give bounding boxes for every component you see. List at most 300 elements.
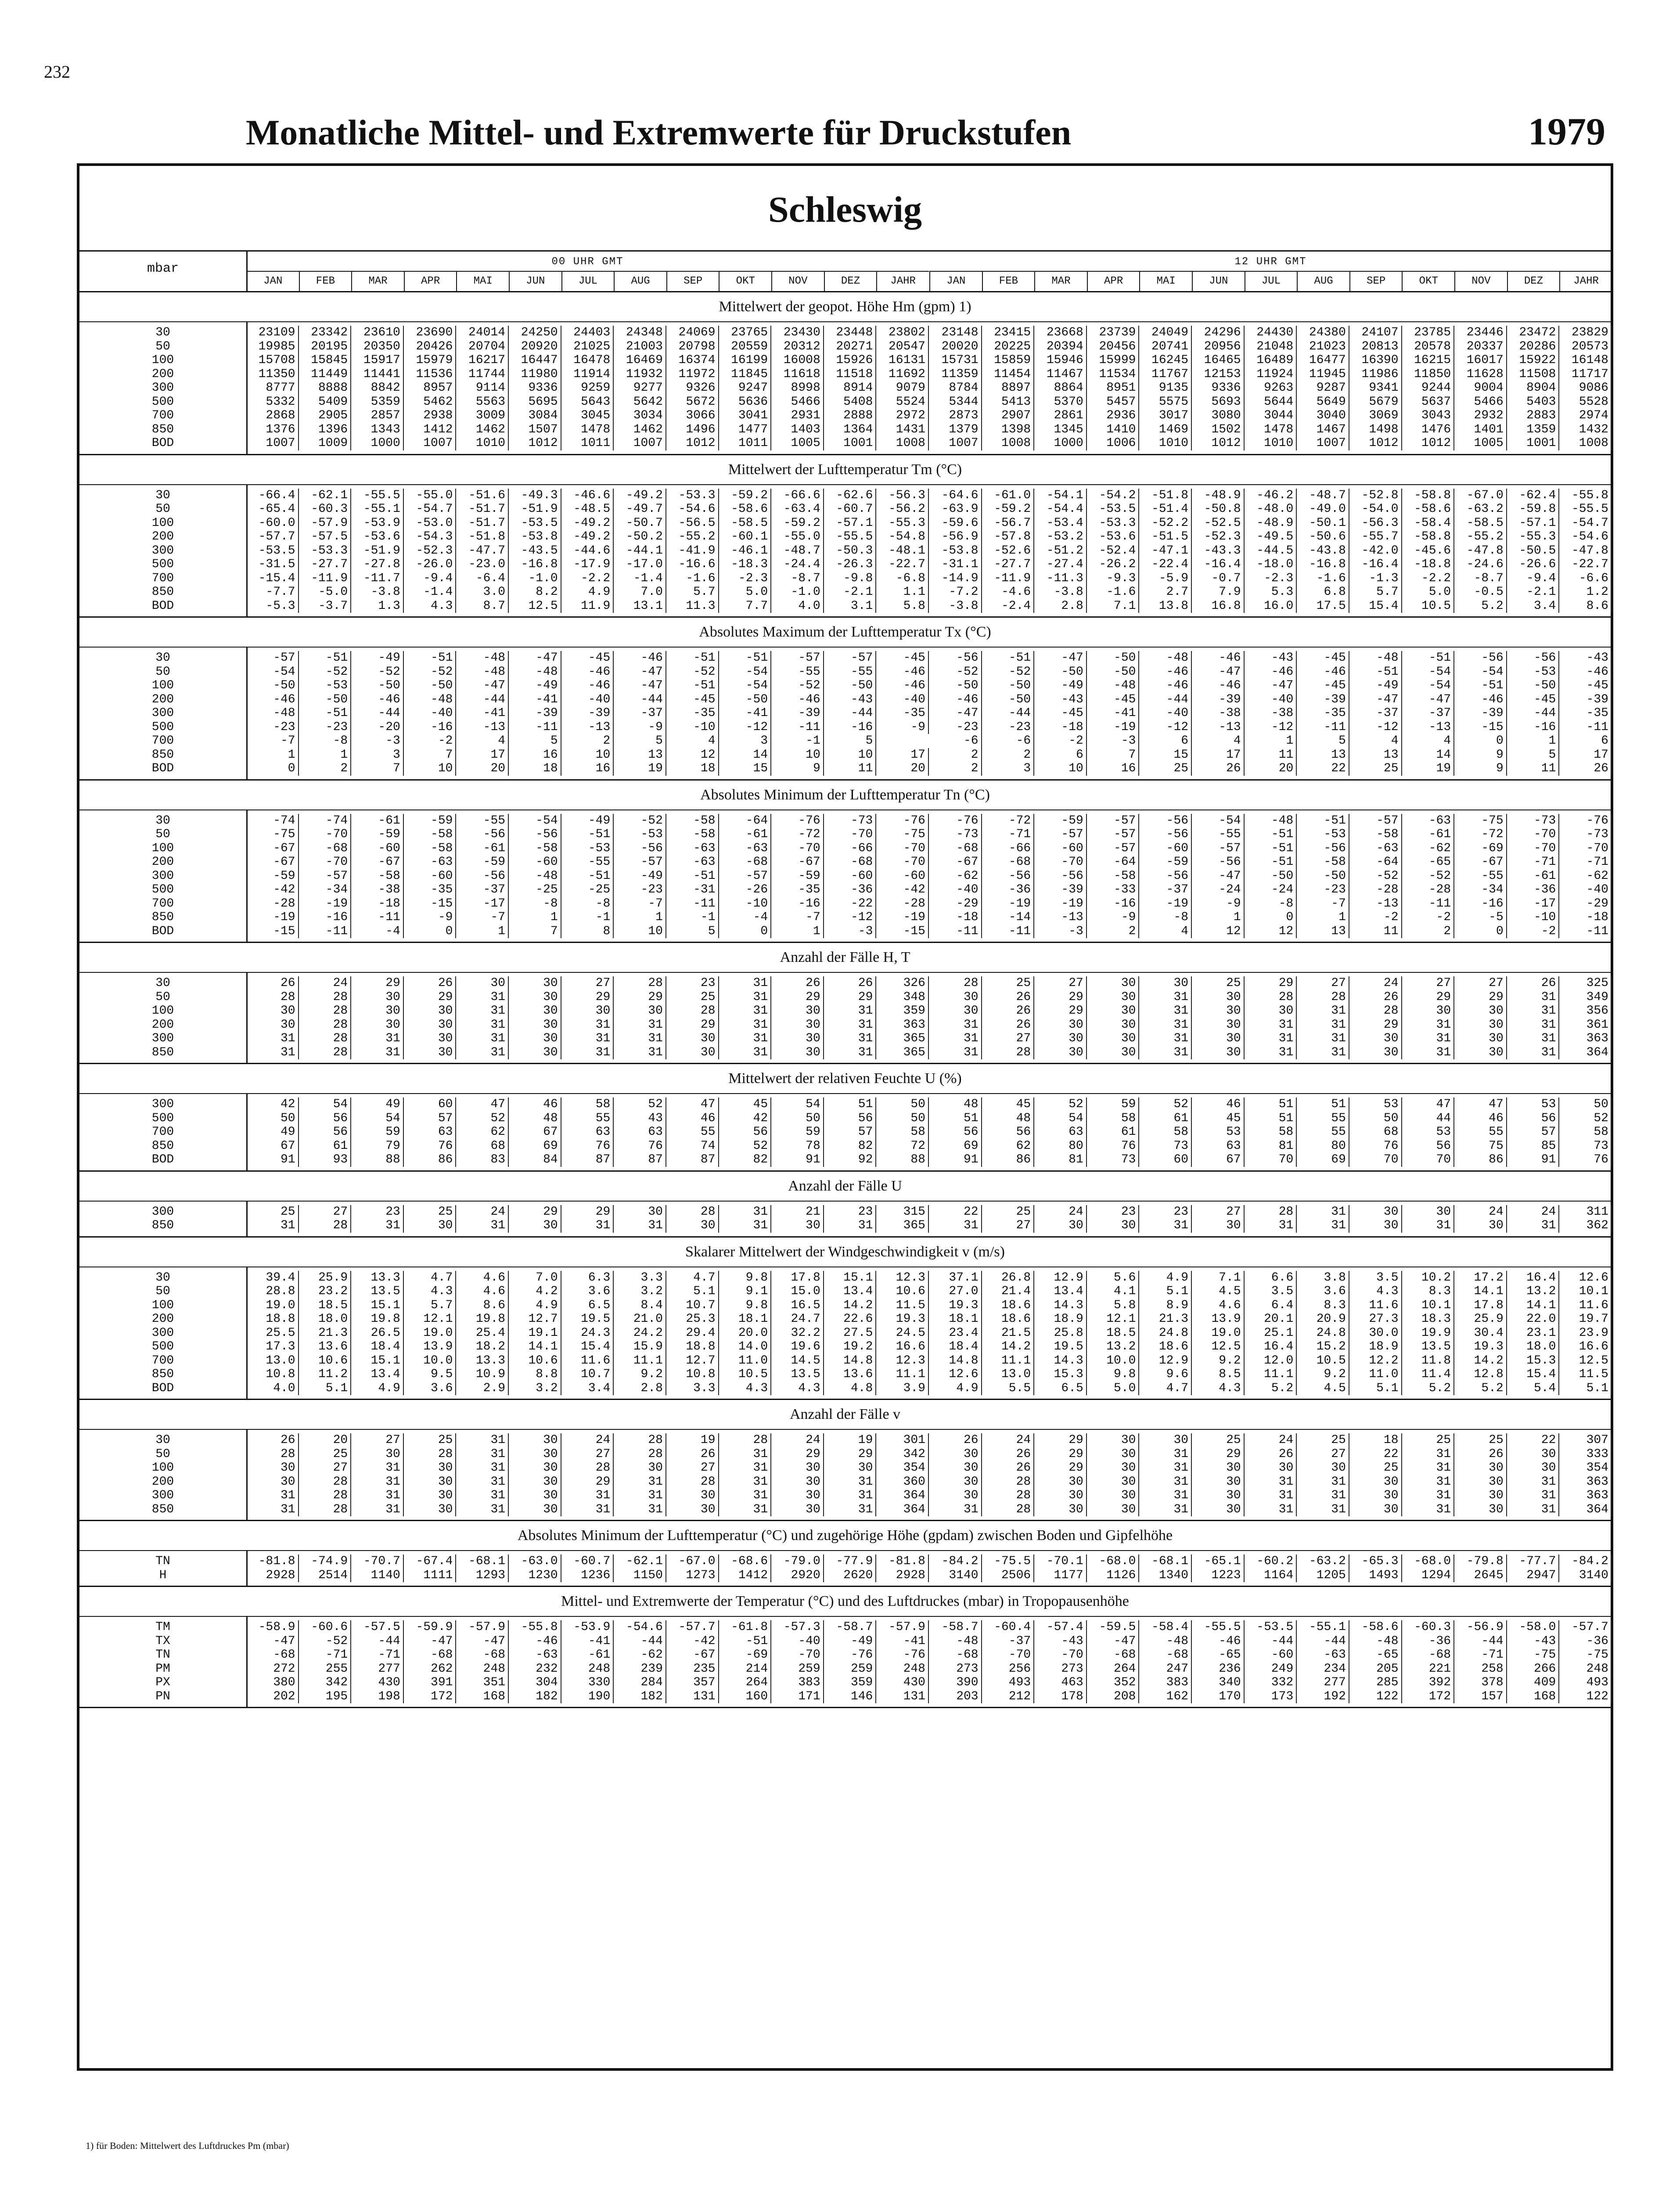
table-cell: 15.4 xyxy=(1507,1367,1560,1382)
table-cell: 5.5 xyxy=(982,1382,1035,1396)
table-cell: -67 xyxy=(246,855,299,869)
table-cell: 31 xyxy=(1402,1447,1455,1461)
table-cell: 12.7 xyxy=(509,1312,561,1326)
table-cell: 31 xyxy=(719,1461,772,1475)
table-cell: 16148 xyxy=(1559,353,1612,367)
table-cell: 6.4 xyxy=(1245,1299,1297,1313)
table-cell: 10.0 xyxy=(1087,1354,1140,1368)
table-row xyxy=(79,1219,1611,1233)
table-cell: 30 xyxy=(1192,1032,1245,1046)
table-cell: 31 xyxy=(1297,1205,1349,1219)
table-cell: -44.6 xyxy=(561,544,614,558)
table-cell: -50.7 xyxy=(614,516,666,530)
table-cell: 30 xyxy=(1245,1461,1297,1475)
table-cell: 67 xyxy=(1192,1153,1245,1167)
table-cell: -51 xyxy=(561,828,614,842)
table-cell: 32.2 xyxy=(771,1326,824,1340)
table-cell: 14.1 xyxy=(1454,1285,1507,1299)
table-cell: -49 xyxy=(1034,679,1087,693)
table-cell: 10.9 xyxy=(456,1367,509,1382)
table-row xyxy=(79,1620,1611,1634)
table-cell: 30 xyxy=(404,1018,457,1032)
table-cell: -44 xyxy=(456,693,509,707)
table-cell: -63 xyxy=(404,855,457,869)
table-cell: -63 xyxy=(509,1648,561,1662)
row-label: TM xyxy=(155,1620,170,1634)
table-cell: 31 xyxy=(719,1489,772,1503)
table-cell: 57 xyxy=(824,1125,877,1139)
table-cell: 25 xyxy=(1297,1433,1349,1447)
table-cell: -57 xyxy=(1192,842,1245,856)
table-cell: 23415 xyxy=(982,326,1035,340)
table-row xyxy=(79,1634,1611,1648)
table-cell: 11.0 xyxy=(719,1354,772,1368)
table-cell: -51.2 xyxy=(1034,544,1087,558)
table-cell: 10.7 xyxy=(666,1299,719,1313)
table-cell: 55 xyxy=(1297,1112,1349,1126)
table-cell: 3.6 xyxy=(404,1382,457,1396)
table-cell: -9.4 xyxy=(404,572,457,586)
table-cell: -26.6 xyxy=(1507,558,1560,572)
table-cell: 5695 xyxy=(509,395,561,409)
month-header: OKT xyxy=(1402,272,1454,291)
table-cell: -48.9 xyxy=(1245,516,1297,530)
time-block-title: 12 UHR GMT xyxy=(929,252,1612,272)
table-cell: -1.4 xyxy=(614,572,666,586)
table-cell: -76 xyxy=(876,814,929,828)
row-label: 30 xyxy=(155,1270,170,1285)
table-cell: 30 xyxy=(1087,1447,1140,1461)
table-cell: -61 xyxy=(561,1648,614,1662)
month-header: JUN xyxy=(509,272,561,291)
table-cell: 52 xyxy=(456,1112,509,1126)
table-cell: 1507 xyxy=(509,423,561,437)
table-cell: 1 xyxy=(1192,910,1245,925)
table-cell: 15917 xyxy=(351,353,404,367)
table-cell: 1012 xyxy=(1402,436,1455,450)
table-cell: 16131 xyxy=(876,353,929,367)
row-label: 850 xyxy=(151,910,174,924)
table-cell: 14 xyxy=(719,748,772,762)
table-cell: 16 xyxy=(561,762,614,776)
table-cell: 11628 xyxy=(1454,367,1507,381)
table-cell: 52 xyxy=(1139,1098,1192,1112)
table-cell: 29 xyxy=(666,1018,719,1032)
table-cell: 27 xyxy=(1402,976,1455,990)
table-cell: 29 xyxy=(771,1447,824,1461)
table-cell: 17.5 xyxy=(1297,599,1349,613)
table-cell: 5359 xyxy=(351,395,404,409)
table-cell: -52.8 xyxy=(1349,489,1402,503)
table-cell: -50 xyxy=(351,679,404,693)
table-cell: -57.9 xyxy=(456,1620,509,1634)
table-cell: 31 xyxy=(824,1475,877,1489)
table-cell: 11692 xyxy=(876,367,929,381)
table-cell: 30 xyxy=(771,1475,824,1489)
table-cell: 2938 xyxy=(404,409,457,423)
row-label: 850 xyxy=(151,1502,174,1516)
table-cell: -56.3 xyxy=(1349,516,1402,530)
column-divider xyxy=(246,485,248,617)
table-cell: 2920 xyxy=(771,1569,824,1583)
table-cell: 8998 xyxy=(771,381,824,395)
table-cell: 19.1 xyxy=(509,1326,561,1340)
row-label: 100 xyxy=(151,679,174,692)
table-cell: -27.4 xyxy=(1034,558,1087,572)
row-label: 300 xyxy=(151,869,174,883)
table-cell: 1012 xyxy=(1349,436,1402,450)
table-cell: -44.5 xyxy=(1245,544,1297,558)
table-cell: -10 xyxy=(1507,910,1560,925)
table-cell: 31 xyxy=(824,1046,877,1060)
table-cell: 3.6 xyxy=(561,1285,614,1299)
table-cell: 2506 xyxy=(982,1569,1035,1583)
table-cell: 61 xyxy=(1139,1112,1192,1126)
table-cell: -47 xyxy=(1245,679,1297,693)
table-cell: 31 xyxy=(246,1503,299,1517)
table-cell: -41.9 xyxy=(666,544,719,558)
table-cell: 17.8 xyxy=(771,1271,824,1285)
table-cell: 29 xyxy=(1034,1447,1087,1461)
table-cell: 24 xyxy=(299,976,352,990)
table-cell: 13.2 xyxy=(1087,1340,1140,1354)
table-cell: -8 xyxy=(299,734,352,748)
table-cell: 1432 xyxy=(1559,423,1612,437)
table-cell: -41 xyxy=(719,706,772,720)
table-cell: 9326 xyxy=(666,381,719,395)
table-cell: 4.9 xyxy=(1139,1271,1192,1285)
table-cell: 16199 xyxy=(719,353,772,367)
table-cell: -71 xyxy=(1454,1648,1507,1662)
table-cell: -56 xyxy=(1507,651,1560,665)
table-cell: 29.4 xyxy=(666,1326,719,1340)
table-cell: -49 xyxy=(561,814,614,828)
table-row xyxy=(79,340,1611,354)
table-cell: 11932 xyxy=(614,367,666,381)
table-cell: 172 xyxy=(404,1690,457,1704)
table-cell: 19.5 xyxy=(561,1312,614,1326)
table-cell: -59.2 xyxy=(719,489,772,503)
table-cell: -68 xyxy=(929,842,982,856)
table-cell: 31 xyxy=(1507,1475,1560,1489)
table-cell: -47 xyxy=(404,1634,457,1648)
table-cell: -19 xyxy=(299,897,352,911)
table-cell: -2.2 xyxy=(1402,572,1455,586)
table-cell: -43 xyxy=(1034,693,1087,707)
table-cell: -23 xyxy=(246,720,299,734)
table-cell: 5344 xyxy=(929,395,982,409)
table-cell: 11.1 xyxy=(1245,1367,1297,1382)
month-header: NOV xyxy=(771,272,824,291)
row-label: 50 xyxy=(155,1447,170,1461)
table-cell: 5.3 xyxy=(1245,585,1297,599)
table-cell: 0 xyxy=(1245,910,1297,925)
table-cell: -51 xyxy=(299,706,352,720)
table-cell: 25 xyxy=(1349,762,1402,776)
table-cell: 360 xyxy=(876,1475,929,1489)
table-cell: 182 xyxy=(509,1690,561,1704)
table-cell: 25 xyxy=(404,1433,457,1447)
table-cell: 23829 xyxy=(1559,326,1612,340)
table-cell: 2.7 xyxy=(1139,585,1192,599)
table-cell: 30 xyxy=(1034,1219,1087,1233)
time-block-0 xyxy=(246,252,929,290)
table-cell: -52 xyxy=(929,665,982,679)
table-cell: 5.2 xyxy=(1402,1382,1455,1396)
table-cell: 11.1 xyxy=(876,1367,929,1382)
table-cell: 20.1 xyxy=(1245,1312,1297,1326)
table-cell: 58 xyxy=(1139,1125,1192,1139)
table-cell: 3066 xyxy=(666,409,719,423)
table-cell: 10.6 xyxy=(509,1354,561,1368)
table-cell: 30 xyxy=(614,1004,666,1018)
table-cell: -70 xyxy=(876,842,929,856)
table-cell: 91 xyxy=(929,1153,982,1167)
row-label: 700 xyxy=(151,734,174,748)
table-cell: 29 xyxy=(824,990,877,1004)
table-cell: -53.4 xyxy=(1034,516,1087,530)
table-cell: 16 xyxy=(1087,762,1140,776)
table-cell: 31 xyxy=(1297,1503,1349,1517)
table-cell: 284 xyxy=(614,1676,666,1690)
table-cell: 63 xyxy=(404,1125,457,1139)
table-cell: 3.8 xyxy=(1297,1271,1349,1285)
table-cell: 56 xyxy=(1507,1112,1560,1126)
table-cell: 30 xyxy=(1087,1489,1140,1503)
table-cell: -3 xyxy=(1034,925,1087,939)
table-cell: -2.1 xyxy=(824,585,877,599)
table-row xyxy=(79,1312,1611,1326)
table-cell: 311 xyxy=(1559,1205,1612,1219)
table-cell: 42 xyxy=(719,1112,772,1126)
table-cell: 3.3 xyxy=(666,1382,719,1396)
table-row xyxy=(79,530,1611,544)
table-cell: -58.5 xyxy=(719,516,772,530)
table-cell: 19.0 xyxy=(404,1326,457,1340)
table-cell: -22.7 xyxy=(876,558,929,572)
table-cell: -4 xyxy=(351,925,404,939)
table-cell: -19 xyxy=(1087,720,1140,734)
table-cell: -57 xyxy=(1034,828,1087,842)
table-cell: -10 xyxy=(719,897,772,911)
table-cell: 15.0 xyxy=(771,1285,824,1299)
table-cell: 16.8 xyxy=(1192,599,1245,613)
table-cell: 26 xyxy=(982,1018,1035,1032)
table-cell: 5643 xyxy=(561,395,614,409)
table-cell: -53 xyxy=(1297,828,1349,842)
table-cell: 8777 xyxy=(246,381,299,395)
section-rows xyxy=(79,1202,1611,1238)
table-cell: 1007 xyxy=(614,436,666,450)
table-cell: -47 xyxy=(509,651,561,665)
table-cell: -47 xyxy=(1192,665,1245,679)
table-cell: -45.6 xyxy=(1402,544,1455,558)
table-cell: 1 xyxy=(509,910,561,925)
table-cell: 31 xyxy=(1139,1046,1192,1060)
table-cell: -68 xyxy=(1402,1648,1455,1662)
row-label: 200 xyxy=(151,855,174,869)
table-cell: -18.3 xyxy=(719,558,772,572)
table-cell: -51 xyxy=(404,651,457,665)
table-cell: 5409 xyxy=(299,395,352,409)
table-row xyxy=(79,855,1611,869)
table-cell: -63.2 xyxy=(1297,1554,1349,1569)
table-cell: 5679 xyxy=(1349,395,1402,409)
section-rows xyxy=(79,810,1611,943)
table-cell: -40 xyxy=(929,883,982,897)
table-cell: 3 xyxy=(719,734,772,748)
table-cell: 3.0 xyxy=(456,585,509,599)
table-cell: 27 xyxy=(1297,1447,1349,1461)
table-cell: 11845 xyxy=(719,367,772,381)
table-cell: -28 xyxy=(1402,883,1455,897)
table-cell: -58.4 xyxy=(1402,516,1455,530)
table-cell: -53.5 xyxy=(509,516,561,530)
table-cell: -34 xyxy=(299,883,352,897)
table-cell: -48 xyxy=(404,693,457,707)
table-cell: 45 xyxy=(1192,1112,1245,1126)
table-cell: -66.4 xyxy=(246,489,299,503)
table-cell: 7 xyxy=(509,925,561,939)
table-cell: 1177 xyxy=(1034,1569,1087,1583)
table-cell: -63.4 xyxy=(771,502,824,516)
table-cell: -17 xyxy=(456,897,509,911)
table-cell: 264 xyxy=(1087,1662,1140,1676)
table-cell: -35 xyxy=(771,883,824,897)
row-label: 50 xyxy=(155,1285,170,1298)
table-cell: -49 xyxy=(509,679,561,693)
table-cell: 5.7 xyxy=(404,1299,457,1313)
table-cell: 1005 xyxy=(771,436,824,450)
table-cell: 11618 xyxy=(771,367,824,381)
table-cell: 1273 xyxy=(666,1569,719,1583)
table-cell: 31 xyxy=(719,1503,772,1517)
table-cell: -76 xyxy=(929,814,982,828)
table-cell: 4.7 xyxy=(404,1271,457,1285)
table-cell: -54 xyxy=(1402,665,1455,679)
table-cell: 25 xyxy=(1192,1433,1245,1447)
table-cell: 56 xyxy=(299,1112,352,1126)
table-cell: 0 xyxy=(404,925,457,939)
table-cell: 61 xyxy=(299,1139,352,1153)
table-cell: 23148 xyxy=(929,326,982,340)
table-cell: 13 xyxy=(614,748,666,762)
table-cell: 82 xyxy=(824,1139,877,1153)
table-cell: -48 xyxy=(1139,1634,1192,1648)
table-cell: 198 xyxy=(351,1690,404,1704)
table-cell: 349 xyxy=(1559,990,1612,1004)
table-cell: 333 xyxy=(1559,1447,1612,1461)
table-cell: 82 xyxy=(719,1153,772,1167)
table-cell: 31 xyxy=(1402,1219,1455,1233)
row-label: 500 xyxy=(151,558,174,571)
table-cell: -18.8 xyxy=(1402,558,1455,572)
table-cell: 2868 xyxy=(246,409,299,423)
table-cell: 28 xyxy=(666,1205,719,1219)
table-cell: -61 xyxy=(351,814,404,828)
table-cell: 31 xyxy=(456,1489,509,1503)
table-cell: 25 xyxy=(1349,1461,1402,1475)
table-cell: 10.6 xyxy=(299,1354,352,1368)
table-cell: -76 xyxy=(824,1648,877,1662)
table-cell: -51 xyxy=(1245,855,1297,869)
table-cell: -56.5 xyxy=(666,516,719,530)
table-cell: 2645 xyxy=(1454,1569,1507,1583)
table-cell: -43 xyxy=(1507,1634,1560,1648)
table-cell: 22 xyxy=(1507,1433,1560,1447)
table-cell: 3.2 xyxy=(614,1285,666,1299)
table-cell: 4.7 xyxy=(666,1271,719,1285)
table-cell: 19.5 xyxy=(1034,1340,1087,1354)
table-cell: 31 xyxy=(1297,1475,1349,1489)
table-cell: 13.4 xyxy=(824,1285,877,1299)
table-cell: 1011 xyxy=(719,436,772,450)
table-cell: -48 xyxy=(246,706,299,720)
table-cell: 30 xyxy=(404,1046,457,1060)
table-cell: 28 xyxy=(561,1461,614,1475)
table-cell: -53.9 xyxy=(351,516,404,530)
table-cell: 46 xyxy=(666,1112,719,1126)
table-cell: -69 xyxy=(719,1648,772,1662)
table-cell: 31 xyxy=(719,990,772,1004)
row-label: PM xyxy=(155,1662,170,1676)
table-cell: -53.6 xyxy=(351,530,404,544)
table-cell: 20547 xyxy=(876,340,929,354)
table-cell: -35 xyxy=(404,883,457,897)
table-cell: 54 xyxy=(1034,1112,1087,1126)
table-cell: 28 xyxy=(666,1004,719,1018)
table-cell: -8.7 xyxy=(1454,572,1507,586)
table-cell: -15 xyxy=(404,897,457,911)
table-cell: 30 xyxy=(246,1475,299,1489)
table-cell: 30 xyxy=(1139,976,1192,990)
table-cell: -53.2 xyxy=(1034,530,1087,544)
table-cell: 31 xyxy=(719,1447,772,1461)
table-cell: -57.1 xyxy=(824,516,877,530)
table-cell: -29 xyxy=(1559,897,1612,911)
table-cell: 3.2 xyxy=(509,1382,561,1396)
table-cell: -57 xyxy=(1349,814,1402,828)
table-cell: -54 xyxy=(719,665,772,679)
table-cell: 30 xyxy=(1192,1018,1245,1032)
table-cell: -40 xyxy=(404,706,457,720)
table-cell: -67 xyxy=(666,1648,719,1662)
table-cell: 25 xyxy=(1402,1433,1455,1447)
table-cell: 18.4 xyxy=(351,1340,404,1354)
table-row xyxy=(79,1503,1611,1517)
table-cell: 3140 xyxy=(929,1569,982,1583)
table-cell: -13 xyxy=(1402,720,1455,734)
table-cell: -55 xyxy=(824,665,877,679)
table-cell: 23342 xyxy=(299,326,352,340)
table-cell: 23 xyxy=(824,1205,877,1219)
page-title: Monatliche Mittel- und Extremwerte für Druckstufen xyxy=(245,112,1072,152)
table-cell: 5403 xyxy=(1507,395,1560,409)
table-cell: 30 xyxy=(509,1018,561,1032)
table-cell: 5.1 xyxy=(1139,1285,1192,1299)
month-header: SEP xyxy=(1349,272,1402,291)
table-cell: 20.9 xyxy=(1297,1312,1349,1326)
table-cell: 31 xyxy=(246,1046,299,1060)
table-cell: 31 xyxy=(1402,1475,1455,1489)
table-cell: -70 xyxy=(771,1648,824,1662)
table-cell: 28 xyxy=(299,990,352,1004)
table-cell: -53.5 xyxy=(246,544,299,558)
table-cell: -2 xyxy=(1507,925,1560,939)
table-cell: 31 xyxy=(1402,1489,1455,1503)
table-cell: -79.8 xyxy=(1454,1554,1507,1569)
table-cell: -44 xyxy=(1507,706,1560,720)
